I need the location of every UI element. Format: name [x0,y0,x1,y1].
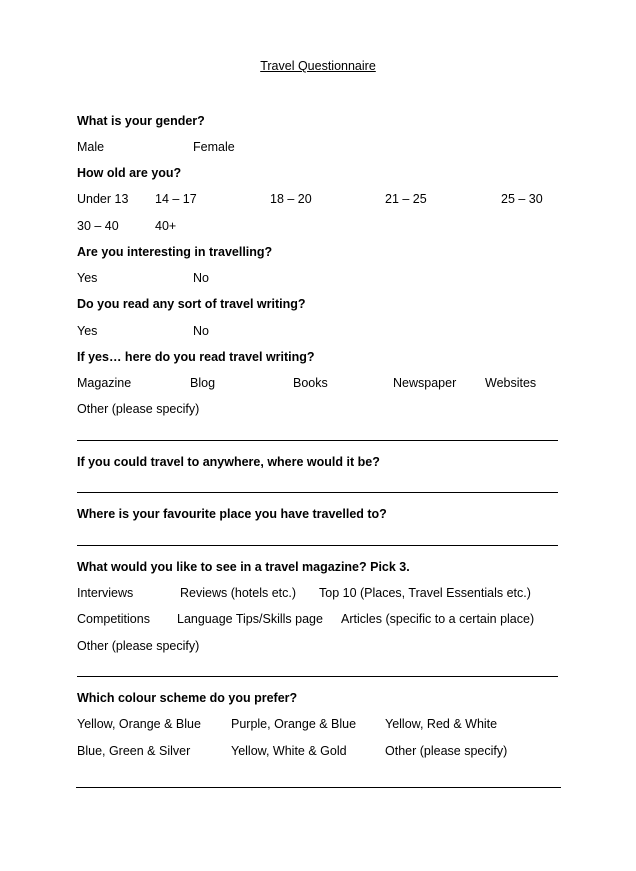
option-books: Books [293,376,328,390]
option-blog: Blog [190,376,216,390]
option-top-10: Top 10 (Places, Travel Essentials etc.) [319,586,531,600]
option-other-where-read: Other (please specify) [77,402,200,416]
question-anywhere: If you could travel to anywhere, where would it be? [77,455,380,469]
option-yellow-white-gold: Yellow, White & Gold [231,744,347,758]
option-newspaper: Newspaper [393,376,457,390]
question-where-read: If yes… here do you read travel writing? [77,350,315,364]
page-title: Travel Questionnaire [260,59,376,73]
option-interviews: Interviews [77,586,134,600]
option-interest-yes: Yes [77,271,98,285]
option-under-13: Under 13 [77,192,129,206]
option-read-yes: Yes [77,324,98,338]
option-30-40: 30 – 40 [77,219,119,233]
option-yellow-red-white: Yellow, Red & White [385,717,498,731]
question-gender: What is your gender? [77,114,205,128]
option-25-30: 25 – 30 [501,192,543,206]
option-language-tips: Language Tips/Skills page [177,612,323,626]
option-reviews: Reviews (hotels etc.) [180,586,297,600]
answer-line [77,676,558,677]
option-interest-no: No [193,271,209,285]
option-male: Male [77,140,105,154]
option-18-20: 18 – 20 [270,192,312,206]
option-21-25: 21 – 25 [385,192,427,206]
option-14-17: 14 – 17 [155,192,197,206]
question-read: Do you read any sort of travel writing? [77,297,306,311]
option-articles: Articles (specific to a certain place) [341,612,535,626]
question-interest: Are you interesting in travelling? [77,245,273,259]
option-blue-green-silver: Blue, Green & Silver [77,744,191,758]
question-colour: Which colour scheme do you prefer? [77,691,298,705]
question-magazine: What would you like to see in a travel magazine? Pick 3. [77,560,410,574]
question-age: How old are you? [77,166,182,180]
option-yellow-orange-blue: Yellow, Orange & Blue [77,717,201,731]
option-other-colour: Other (please specify) [385,744,508,758]
option-competitions: Competitions [77,612,150,626]
option-40-plus: 40+ [155,219,177,233]
option-female: Female [193,140,235,154]
option-read-no: No [193,324,209,338]
question-favourite: Where is your favourite place you have travelled to? [77,507,387,521]
answer-line [76,787,561,788]
option-other-magazine: Other (please specify) [77,639,200,653]
answer-line [77,440,558,441]
option-websites: Websites [485,376,537,390]
answer-line [77,545,558,546]
answer-line [77,492,558,493]
option-purple-orange-blue: Purple, Orange & Blue [231,717,357,731]
option-magazine: Magazine [77,376,132,390]
